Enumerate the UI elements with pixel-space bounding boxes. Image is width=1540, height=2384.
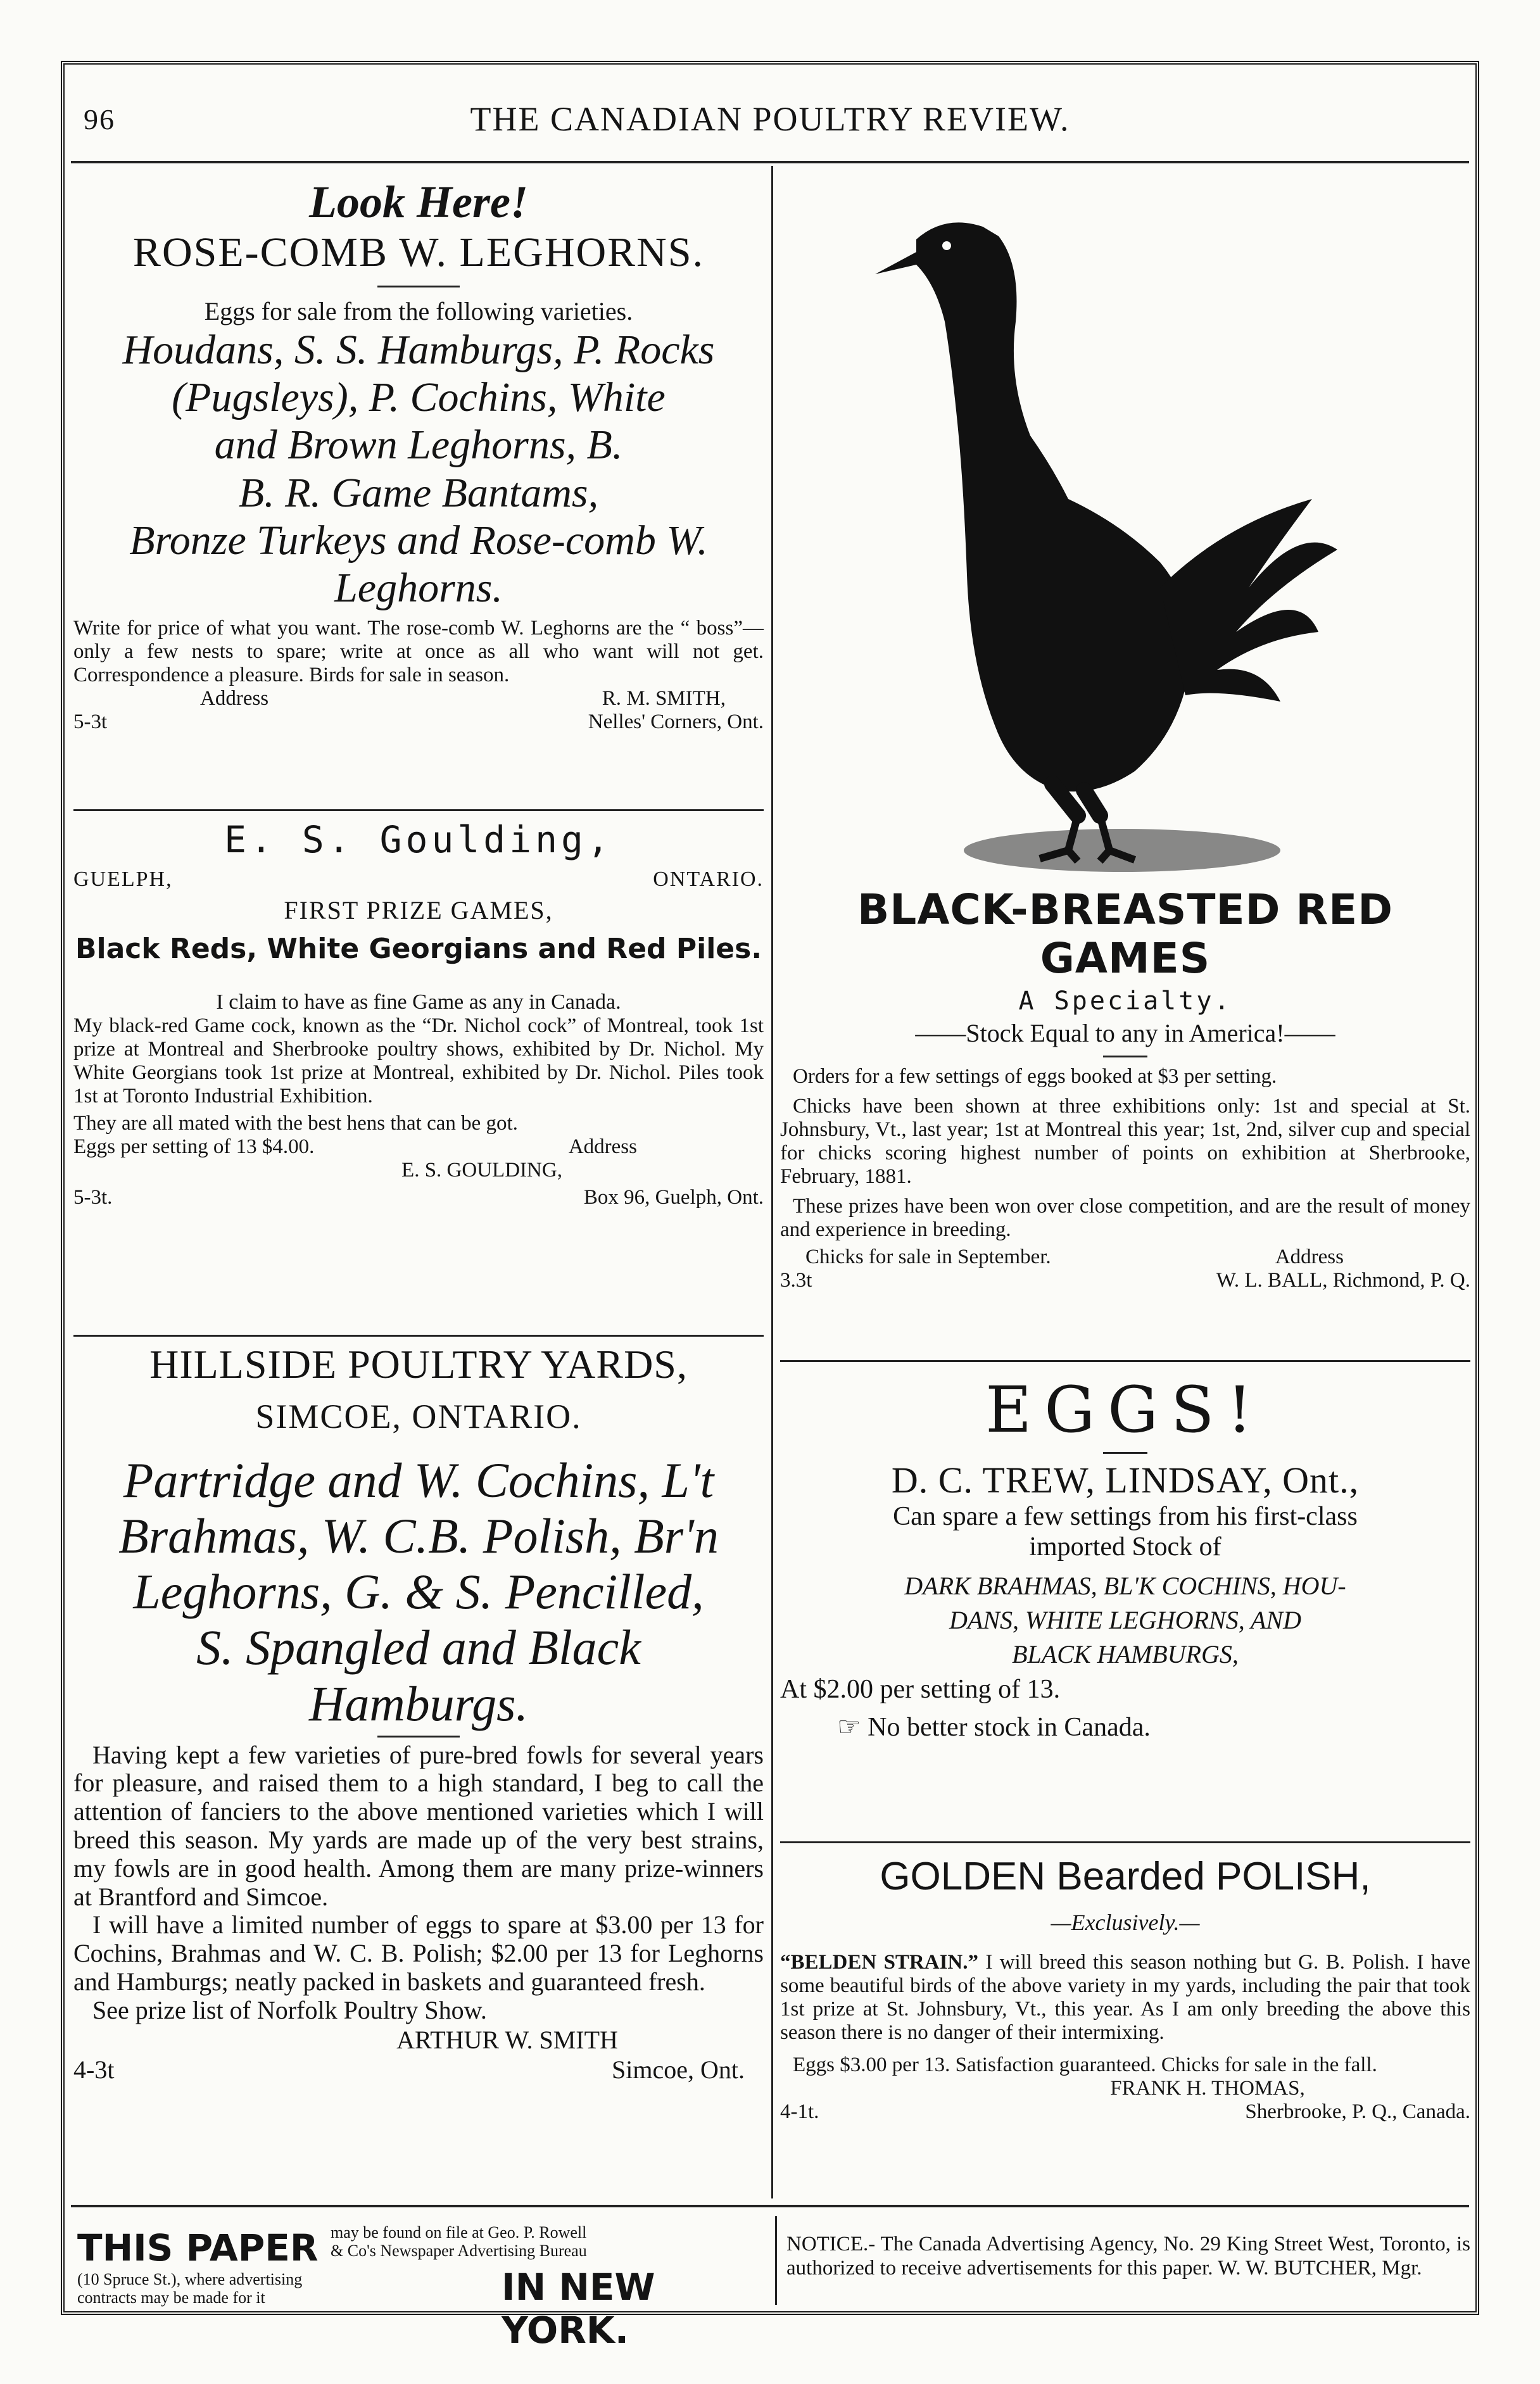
rowell-line: (10 Spruce St.), where advertising [77, 2270, 303, 2288]
trew-breeds [780, 1569, 1470, 1672]
ball-run: 3.3t [780, 1268, 812, 1292]
thomas-headline: GOLDEN Bearded POLISH, [880, 1855, 1371, 1898]
thomas-location: Sherbrooke, P. Q., Canada. [1245, 2100, 1470, 2123]
goulding-run: 5-3t. [73, 1185, 113, 1209]
thomas-exclusively: —Exclusively.— [1051, 1910, 1200, 1935]
in-new-york-text: IN NEW YORK. [502, 2266, 655, 2352]
smith-location-row [73, 710, 764, 734]
ball-equal: ——Stock Equal to any in America!—— [915, 1019, 1335, 1047]
goulding-name: E. S. Goulding, [224, 818, 613, 861]
ball-chicks: Chicks have been shown at three exhibitions only: 1st and special at St. Johnsbury, Vt., last year; 1st at Montreal this year; 1st, 2nd, silver cup and special for chicks scoring highest number of points on exhibition at Sherbrooke, February, 1881. [780, 1094, 1470, 1188]
ad-separator [73, 809, 764, 811]
ball-specialty: A Specialty. [1018, 987, 1232, 1016]
smith-variety-line: Houdans, S. S. Hamburgs, P. Rocks [122, 327, 715, 373]
hillside-location: Simcoe, Ont. [612, 2055, 745, 2084]
trew-headline: EGGS! [985, 1373, 1265, 1447]
hillside-place: SIMCOE, ONTARIO. [255, 1397, 582, 1435]
rowell-text-lower [77, 2271, 302, 2307]
goulding-text: My black-red Game cock, known as the “Dr. Nichol cock” of Montreal, took 1st prize at Montreal and Sherbrooke poultry shows, exhibited by Dr. Nichol. My White Georgians took 1st prize at Montreal, exhibited by Dr. Nichol. Piles took 1st at Toronto Industrial Exhibition. [73, 1014, 764, 1107]
trew-breed-line: DANS, WHITE LEGHORNS, AND [949, 1605, 1301, 1634]
thomas-signature: FRANK H. THOMAS, [1110, 2076, 1305, 2100]
goulding-advertisement [73, 818, 764, 1209]
hillside-breed-line: Leghorns, G. & S. Pencilled, [133, 1564, 704, 1620]
ball-headline: BLACK-BREASTED RED GAMES [857, 885, 1394, 983]
thomas-advertisement [780, 1854, 1470, 2124]
goulding-signature: E. S. GOULDING, [401, 1158, 562, 1182]
header-rule [71, 161, 1469, 163]
goulding-province: ONTARIO. [653, 867, 764, 891]
hillside-breed-line: Hamburgs. [309, 1675, 528, 1731]
goulding-box-row [73, 1186, 764, 1209]
trew-better: No better stock in Canada. [868, 1712, 1151, 1742]
hillside-breeds [73, 1453, 764, 1732]
column-divider [771, 166, 773, 2198]
hillside-breed-line: Brahmas, W. C.B. Polish, Br'n [118, 1508, 719, 1564]
thomas-strain: “BELDEN STRAIN.” [780, 1951, 979, 1974]
smith-text: Write for price of what you want. The rose-comb W. Leghorns are the “ boss”—only a few nests to spare; write at once as all who want will not get. Correspondence a pleasure. Birds for sale in season. [73, 617, 764, 687]
game-cock-illustration [780, 170, 1470, 885]
trew-breed-line: DARK BRAHMAS, BL'K COCHINS, HOU- [904, 1571, 1346, 1600]
trew-advertisement [780, 1373, 1470, 1743]
footer [71, 2205, 1470, 2352]
thomas-eggs: Eggs $3.00 per 13. Satisfaction guaranteed. Chicks for sale in the fall. [793, 2053, 1377, 2076]
agency-notice: NOTICE.- The Canada Advertising Agency, No. 29 King Street West, Toronto, is authorized to receive advertisements for this paper. W. W. BUTCHER, Mgr. [786, 2233, 1470, 2280]
goulding-headline: Black Reds, White Georgians and Red Piles. [75, 933, 762, 965]
hillside-signature: ARTHUR W. SMITH [396, 2025, 618, 2054]
goulding-sub: FIRST PRIZE GAMES, [284, 896, 553, 924]
smith-variety-line: (Pugsleys), P. Cochins, White [172, 374, 666, 421]
smith-advertisement [73, 170, 764, 734]
smith-intro: Eggs for sale from the following varieties. [204, 297, 633, 325]
trew-better-row [780, 1711, 1470, 1743]
rowell-line: contracts may be made for it [77, 2288, 265, 2307]
goulding-eggs: Eggs per setting of 13 $4.00. [73, 1135, 315, 1158]
smith-variety-line: Leghorns. [334, 565, 503, 612]
trew-name: D. C. TREW, LINDSAY, Ont., [891, 1460, 1360, 1501]
trew-text: Can spare a few settings from his first-class imported Stock of [893, 1502, 1358, 1562]
ad-separator [73, 1335, 764, 1337]
goulding-mated: They are all mated with the best hens that can be got. [73, 1111, 518, 1135]
footer-divider [775, 2216, 777, 2305]
newspaper-page [61, 61, 1479, 2352]
smith-breed: ROSE-COMB W. LEGHORNS. [132, 229, 705, 275]
rowell-line: & Co's Newspaper Advertising Bureau [331, 2241, 587, 2260]
goulding-claim: I claim to have as fine Game as any in Canada. [216, 990, 621, 1014]
rowell-notice [71, 2220, 767, 2352]
goulding-address-label: Address [568, 1135, 637, 1158]
ball-address-label: Address [1275, 1245, 1344, 1268]
smith-address-label: Address [200, 687, 269, 710]
page-title: THE CANADIAN POULTRY REVIEW. [470, 100, 1070, 138]
this-paper-text: THIS PAPER [77, 2226, 319, 2269]
goulding-box: Box 96, Guelph, Ont. [583, 1185, 764, 1209]
ball-chicks-sale: Chicks for sale in September. [805, 1245, 1051, 1268]
hillside-text: Having kept a few varieties of pure-bred fowls for several years for pleasure, and raised them to a high standard, I beg to call the attention of fanciers to the above mentioned varieties which I will breed this season. My yards are made up of the very best strains, my fowls are in good health. Among them are many prize-winners at Brantford and Simcoe. [73, 1740, 764, 1911]
smith-varieties [73, 326, 764, 612]
pointing-hand-icon: ☞ [837, 1712, 861, 1742]
hillside-advertisement [73, 1341, 764, 2084]
smith-variety-line: B. R. Game Bantams, [238, 469, 599, 516]
thomas-run: 4-1t. [780, 2100, 819, 2123]
ball-prizes: These prizes have been won over close competition, and are the result of money and experience in breeding. [780, 1194, 1470, 1241]
smith-variety-line: Bronze Turkeys and Rose-comb W. [129, 517, 708, 564]
ad-separator [780, 1360, 1470, 1362]
ball-signature-row [780, 1269, 1470, 1292]
smith-name: R. M. SMITH, [602, 687, 726, 710]
hillside-name: HILLSIDE POULTRY YARDS, [149, 1342, 688, 1387]
thomas-body [780, 1951, 1470, 2045]
hillside-breed-line: S. Spangled and Black [196, 1620, 641, 1675]
ball-advertisement [780, 170, 1470, 1292]
page-number: 96 [84, 103, 115, 136]
thomas-location-row [780, 2100, 1470, 2124]
page-header [84, 87, 1456, 151]
ad-separator [780, 1841, 1470, 1843]
smith-location: Nelles' Corners, Ont. [588, 710, 764, 734]
goulding-city-row [73, 867, 764, 892]
thomas-text: I will breed this season nothing but G. B. Polish. I have some beautiful birds of the above variety in my yards, including the pair that took 1st prize at St. Johnsbury, Vt., this year. As I am only breeding the above this season there is no danger of their intermixing. [780, 1951, 1470, 2044]
rowell-text-upper [331, 2224, 587, 2260]
smith-address-row [73, 687, 764, 710]
trew-price: At $2.00 per setting of 13. [780, 1674, 1061, 1704]
goulding-city: GUELPH, [73, 867, 173, 891]
smith-variety-line: and Brown Leghorns, B. [214, 422, 623, 469]
trew-breed-line: BLACK HAMBURGS, [1012, 1639, 1239, 1668]
smith-headline: Look Here! [309, 177, 528, 227]
smith-run: 5-3t [73, 710, 108, 734]
hillside-prize-list: See prize list of Norfolk Poultry Show. [92, 1995, 487, 2024]
hillside-location-row [73, 2055, 764, 2084]
rowell-line: may be found on file at Geo. P. Rowell [331, 2223, 587, 2242]
hillside-breed-line: Partridge and W. Cochins, L't [123, 1453, 714, 1508]
ball-orders: Orders for a few settings of eggs booked at $3 per setting. [793, 1065, 1277, 1088]
ball-signature: W. L. BALL, Richmond, P. Q. [1216, 1268, 1470, 1292]
ball-sale-row [780, 1242, 1470, 1269]
hillside-run: 4-3t [73, 2055, 115, 2084]
hillside-text2: I will have a limited number of eggs to spare at $3.00 per 13 for Cochins, Brahmas and W. C. B. Polish; $2.00 per 13 for Leghorns and Hamburgs; neatly packed in baskets and guaranteed fresh. [73, 1910, 764, 1996]
goulding-eggs-row [73, 1135, 764, 1159]
